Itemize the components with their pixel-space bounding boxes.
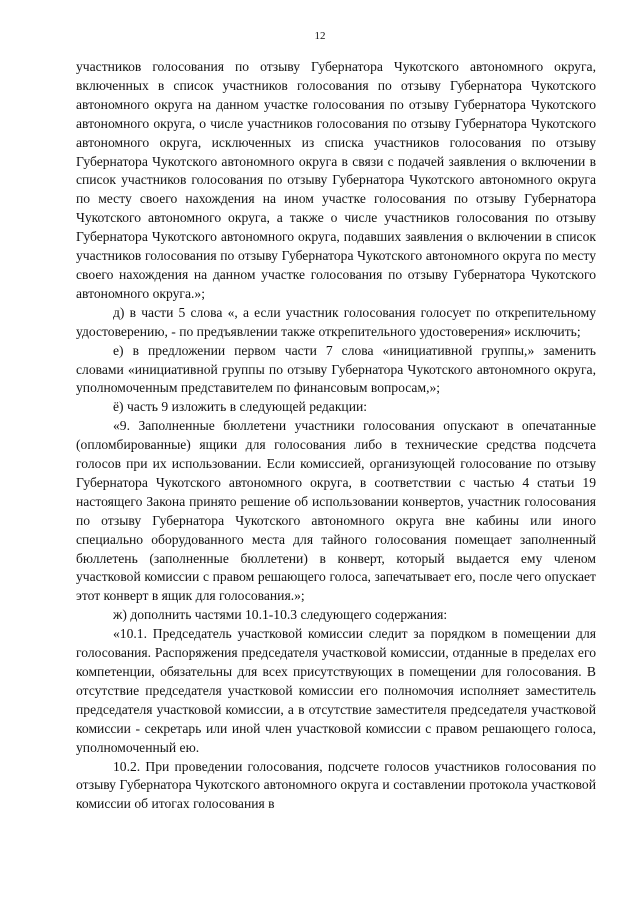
- paragraph-part-9: «9. Заполненные бюллетени участники голосования опускают в опечатанные (опломбированные) ящики для голосования либо в технические средства подсчета голосов при их использовании. Если комиссией, организующей голосование по отзыву Губернатора Чукотского автономного округа, в соответствии с частью 4 статьи 19 настоящего Закона принято решение об использовании конвертов, участник голосования по отзыву Губернатора Чукотского автономного округа вне кабины или иного специально оборудованного места для тайного голосования помещает заполненный бюллетень (заполненные бюллетени) в конверт, который выдается ему членом участковой комиссии с правом решающего голоса, запечатывает его, после чего опускает этот конверт в ящик для голосования.»;: [76, 418, 596, 604]
- paragraph-item-zh: ж) дополнить частями 10.1-10.3 следующего содержания:: [113, 607, 448, 623]
- paragraph-item-d: д) в части 5 слова «, а если участник голосования голосует по открепительному удостоверению, - по предъявлении также открепительного удостоверения» исключить;: [76, 304, 596, 339]
- paragraph-continuation: участников голосования по отзыву Губернатора Чукотского автономного округа, включенных в список участников голосования по отзыву Губернатора Чукотского автономного округа на данном участке голосования по отзыву Губернатора Чукотского автономного округа, о числе участников голосования по отзыву Губернатора Чукотского автономного округа, исключенных из списка участников голосования по отзыву Губернатора Чукотского автономного округа в связи с подачей заявления о включении в список участников голосования по отзыву Губернатора Чукотского автономного округа по месту своего нахождения на ином участке голосования по отзыву Губернатора Чукотского автономного округа, а также о числе участников голосования по отзыву Губернатора Чукотского автономного округа, подавших заявления о включении в список участников голосования по отзыву Губернатора Чукотского автономного округа по месту своего нахождения на данном участке голосования по отзыву Губернатора Чукотского автономного округа.»;: [76, 59, 596, 301]
- document-body: [76, 58, 596, 814]
- paragraph-part-10-1: «10.1. Председатель участковой комиссии следит за порядком в помещении для голосования. Распоряжения председателя участковой комиссии, отданные в пределах его компетенции, обязательны для всех присутствующих в помещении для голосования. В отсутствие председателя участковой комиссии его полномочия исполняет заместитель председателя участковой комиссии, а в отсутствие заместителя председателя участковой комиссии - секретарь или иной член участковой комиссии с правом решающего голоса, уполномоченный ею.: [76, 626, 596, 755]
- paragraph-item-e: е) в предложении первом части 7 слова «инициативной группы,» заменить словами «инициативной группы по отзыву Губернатора Чукотского автономного округа, уполномоченным представителем по финансовым вопросам,»;: [76, 342, 596, 396]
- paragraph-item-yo: ё) часть 9 изложить в следующей редакции:: [113, 399, 368, 415]
- paragraph-part-10-2: 10.2. При проведении голосования, подсчете голосов участников голосования по отзыву Губернатора Чукотского автономного округа и составлении протокола участковой комиссии об итогах голосования в: [76, 758, 596, 812]
- page-number: 12: [314, 30, 326, 42]
